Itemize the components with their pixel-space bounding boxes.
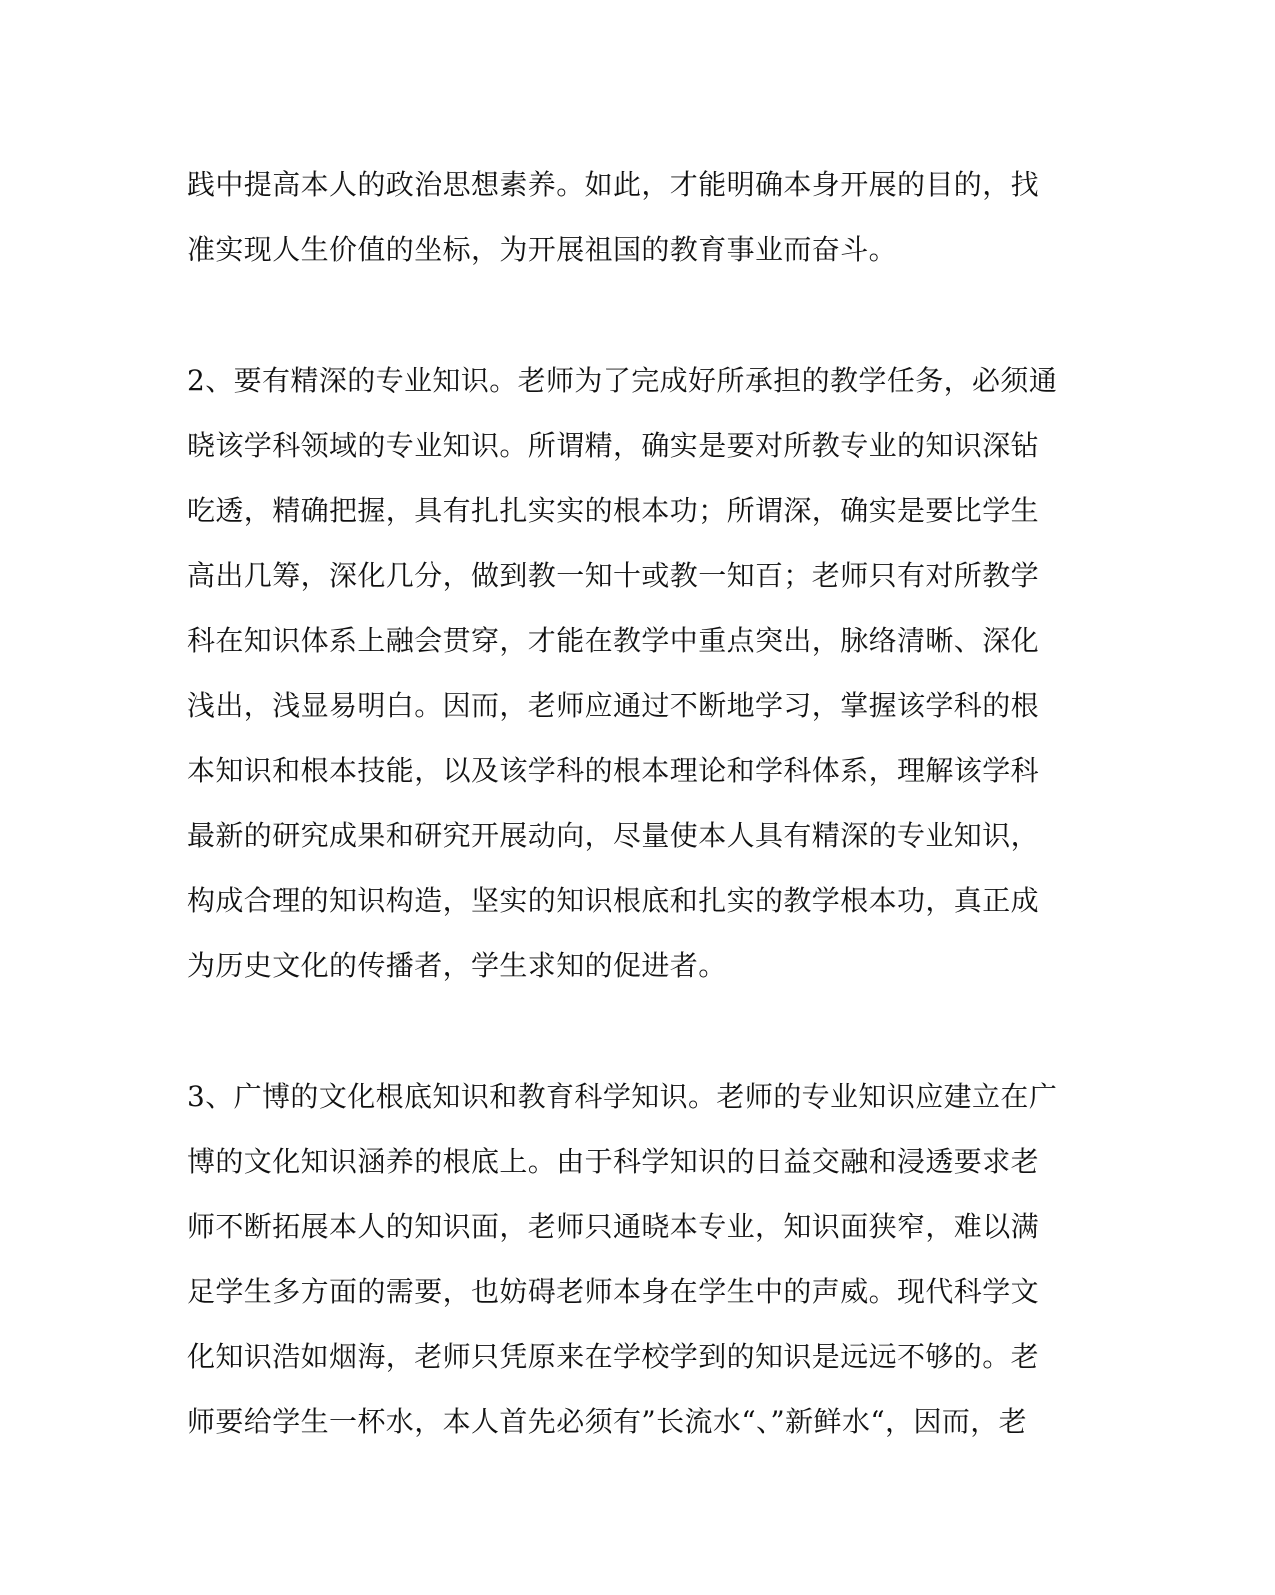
- text-line: 准实现人生价值的坐标，为开展祖国的教育事业而奋斗。: [187, 233, 898, 266]
- text-line: 2、要有精深的专业知识。老师为了完成好所承担的教学任务，必须通: [187, 364, 1058, 397]
- text-line: 师不断拓展本人的知识面，老师只通晓本专业，知识面狭窄，难以满: [187, 1210, 1040, 1243]
- text-line: 高出几筹，深化几分，做到教一知十或教一知百；老师只有对所教学: [187, 559, 1040, 592]
- text-line: 为历史文化的传播者，学生求知的促进者。: [187, 949, 727, 982]
- text-line: 浅出，浅显易明白。因而，老师应通过不断地学习，掌握该学科的根: [187, 689, 1040, 722]
- text-line: 最新的研究成果和研究开展动向，尽量使本人具有精深的专业知识，: [187, 819, 1040, 852]
- paragraph-spacer: [187, 290, 1067, 356]
- text-line: 吃透，精确把握，具有扎扎实实的根本功；所谓深，确实是要比学生: [187, 494, 1040, 527]
- paragraph-2: [187, 356, 1067, 1006]
- text-line: 足学生多方面的需要，也妨碍老师本身在学生中的声威。现代科学文: [187, 1275, 1040, 1308]
- text-line: 构成合理的知识构造，坚实的知识根底和扎实的教学根本功，真正成: [187, 884, 1040, 917]
- text-line: 晓该学科领域的专业知识。所谓精，确实是要对所教专业的知识深钻: [187, 429, 1040, 462]
- paragraph-spacer: [187, 1006, 1067, 1072]
- text-line: 化知识浩如烟海，老师只凭原来在学校学到的知识是远远不够的。老: [187, 1340, 1040, 1373]
- paragraph-1: [187, 160, 1067, 290]
- text-line: 3、广博的文化根底知识和教育科学知识。老师的专业知识应建立在广: [187, 1080, 1058, 1113]
- text-line: 践中提高本人的政治思想素养。如此，才能明确本身开展的目的，找: [187, 168, 1040, 201]
- text-line: 本知识和根本技能，以及该学科的根本理论和学科体系，理解该学科: [187, 754, 1040, 787]
- text-line: 师要给学生一杯水，本人首先必须有”长流水“、”新鲜水“，因而，老: [187, 1405, 1028, 1438]
- text-line: 科在知识体系上融会贯穿，才能在教学中重点突出，脉络清晰、深化: [187, 624, 1040, 657]
- document-body: [187, 160, 1067, 1462]
- text-line: 博的文化知识涵养的根底上。由于科学知识的日益交融和浸透要求老: [187, 1145, 1040, 1178]
- paragraph-3: [187, 1072, 1067, 1462]
